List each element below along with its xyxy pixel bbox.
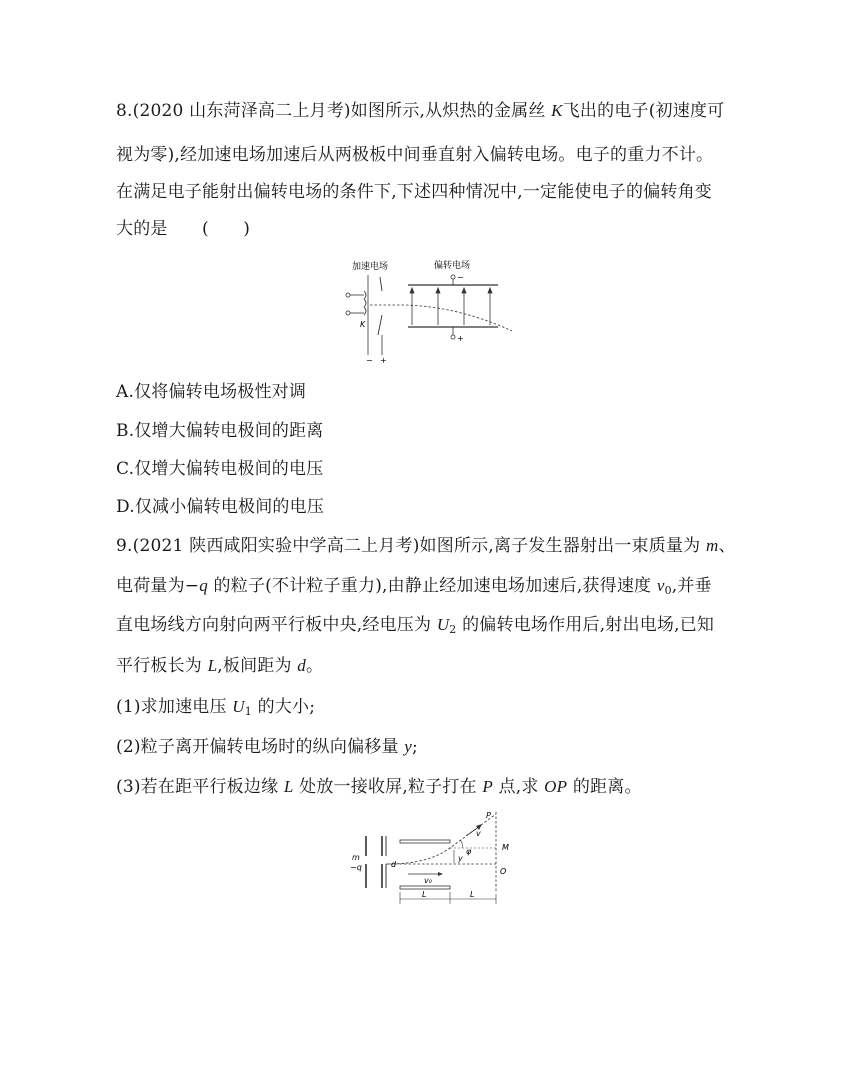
- label-accel-field: 加速电场: [352, 262, 389, 272]
- label-l1: L: [422, 890, 427, 899]
- q9-sub-2: (2)粒子离开偏转电场时的纵向偏移量 y;: [116, 737, 418, 757]
- option-b: B.仅增大偏转电极间的距离: [116, 421, 324, 441]
- q8-line-1: 8.(2020 山东菏泽高二上月考)如图所示,从炽热的金属丝 K飞出的电子(初速度可: [116, 101, 725, 121]
- label-plus-bottom: +: [457, 334, 464, 343]
- option-c: C.仅增大偏转电极间的电压: [116, 459, 324, 479]
- q8-line-2: 视为零),经加速电场加速后从两极板中间垂直射入偏转电场。电子的重力不计。: [116, 145, 714, 165]
- q8-line-4: 大的是 ( ): [116, 219, 251, 239]
- label-plus-right: +: [380, 356, 387, 365]
- label-d: d: [391, 860, 397, 869]
- q8-line-3: 在满足电子能射出偏转电场的条件下,下述四种情况中,一定能使电子的偏转角变: [116, 182, 713, 202]
- label-p: P: [486, 811, 491, 820]
- label-minus-left: −: [366, 356, 373, 365]
- label-v0: v₀: [424, 876, 432, 885]
- q9-figure: [348, 808, 522, 908]
- label-deflect-field: 偏转电场: [434, 261, 471, 271]
- q9-line-3: 直电场线方向射向两平行板中央,经电压为 $U_2$ 的偏转电场作用后,射出电场,已知: [116, 615, 715, 636]
- label-l2: L: [470, 890, 475, 899]
- option-d: D.仅减小偏转电极间的电压: [116, 497, 325, 517]
- q9-line-4: 平行板长为 L,板间距为 d。: [116, 656, 324, 676]
- q9-line-1: 9.(2021 陕西咸阳实验中学高二上月考)如图所示,离子发生器射出一束质量为 m、: [116, 536, 736, 556]
- label-v: v: [476, 829, 481, 838]
- label-o: O: [500, 867, 507, 876]
- label-charge: −q: [350, 863, 362, 872]
- q9-sub-1: (1)求加速电压 $U_1$ 的大小;: [116, 697, 316, 718]
- q8-figure: [340, 255, 520, 367]
- label-phi: φ: [466, 847, 472, 856]
- label-minus-top: −: [457, 273, 464, 282]
- label-mass: m: [352, 853, 360, 862]
- q9-sub-3: (3)若在距平行板边缘 L 处放一接收屏,粒子打在 P 点,求 OP 的距离。: [116, 777, 642, 797]
- label-y: y: [458, 854, 463, 863]
- var-k: K: [551, 101, 563, 120]
- option-a: A.仅将偏转电场极性对调: [116, 382, 307, 402]
- label-m-point: M: [502, 843, 509, 852]
- label-k: K: [360, 320, 366, 329]
- q9-line-2: 电荷量为−q 的粒子(不计粒子重力),由静止经加速电场加速后,获得速度 $v_0$,并垂: [116, 576, 712, 597]
